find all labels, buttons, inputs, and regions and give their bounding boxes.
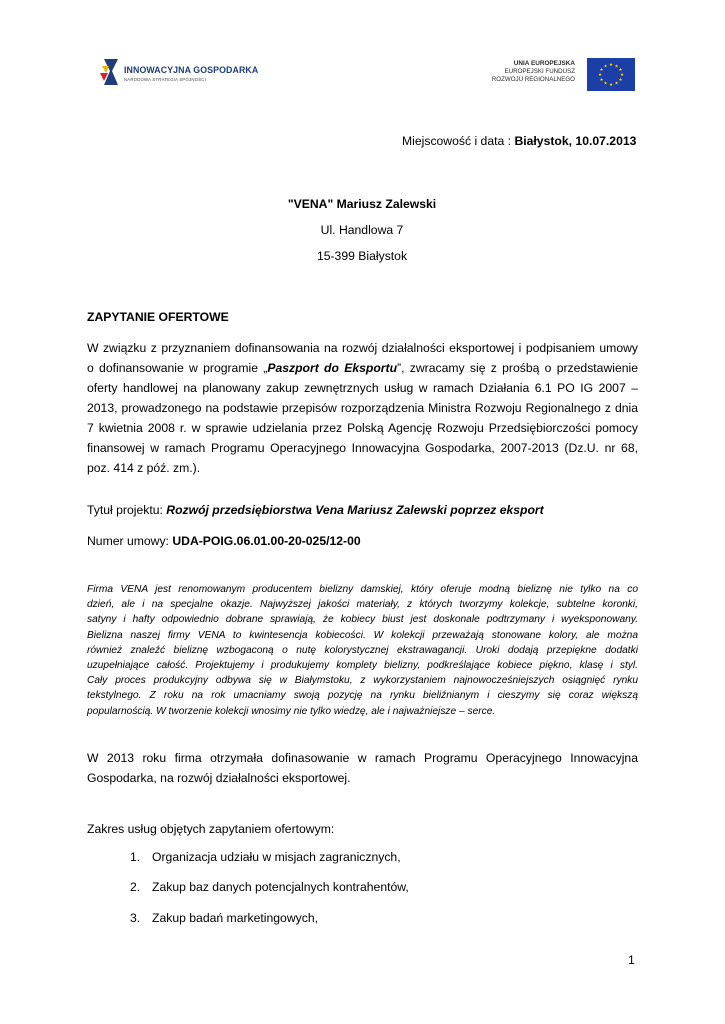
svg-text:★: ★ (603, 64, 608, 70)
eu-logo-line3: ROZWOJU REGIONALNEGO (491, 76, 575, 83)
eu-fund-logo (470, 55, 635, 95)
intro-line: 2013, prowadzonego na podstawie przepisów rozporządzenia Ministra Rozwoju Regionalnego z dnia (87, 401, 638, 415)
intro-line: finansowej w ramach Programu Operacyjnego Innowacyjna Gospodarka, 2007-2013 (Dz.U. nr 68, (87, 441, 638, 455)
contract-number (87, 531, 361, 551)
svg-text:★: ★ (599, 68, 604, 73)
list-item: 2. Zakup baz danych potencjalnych kontrahentów, (130, 880, 409, 894)
description-line: tekstylnego. Z roku na rok umacniamy swoją pozycję na rynku bieliźnianym i cieszymy się coraz większą (87, 690, 638, 702)
contract-label: Numer umowy: (87, 534, 169, 548)
description-line: dzień, ale i na specjalne okazje. Najwyższej jakości materiały, z których tworzymy kolekcje, subtelne koronki, (87, 599, 638, 611)
description-line: uzupełniające całość. Projektujemy i produkujemy komplety bielizny, podkreślające kobiece piękno, klasę i styl. (87, 660, 638, 672)
svg-text:★: ★ (597, 73, 603, 78)
description-line: Bielizna naszej firmy VENA to kwintesencja kobiecości. W kolekcji przeważają stonowane kolory, ale można (87, 629, 638, 641)
svg-text:★: ★ (599, 78, 604, 83)
list-item: 3. Zakup badań marketingowych, (130, 911, 318, 925)
project-title (87, 500, 544, 520)
eu-logo-line1: UNIA EUROPEJSKA (513, 60, 575, 67)
addressee-city: 15-399 Białystok (316, 249, 408, 263)
svg-text:★: ★ (618, 78, 623, 83)
funding-line: W 2013 roku firma otrzymała dofinasowanie w ramach Programu Operacyjnego Innowacyjna (87, 751, 638, 765)
svg-text:★: ★ (614, 81, 619, 87)
description-line: Firma VENA jest renomowanym producentem bielizny damskiej, który oferuje modną bieliznę nie tylko na co (87, 584, 638, 595)
funding-note (87, 748, 638, 788)
intro-paragraph (87, 338, 638, 478)
place-date-value: Białystok, 10.07.2013 (514, 134, 637, 148)
description-line: również znaleźć bieliznę wzbogaconą o nutę kolorystycznej ekstrawagancji. Uroki dodają przepiękne dodatki (87, 644, 638, 656)
eu-logo-line2: EUROPEJSKI FUNDUSZ (504, 68, 575, 75)
description-line: popularnością. W tworzenie kolekcji wnosimy nie tylko wiedzę, ale i najważniejsze – serce. (87, 705, 496, 717)
description-line: satyny i hafty odpowiednio dobrane sprawiają, że kobiecy biust jest doskonale podtrzymany i wyeksponowany. (87, 614, 638, 626)
svg-text:★: ★ (618, 68, 623, 73)
svg-text:★: ★ (608, 83, 614, 88)
intro-line (87, 358, 638, 378)
intro-line: oferty handlowej na planowany zakup zewnętrznych usług w ramach Działania 6.1 PO IG 2007 – (87, 381, 638, 395)
project-value: Rozwój przedsiębiorstwa Vena Mariusz Zalewski poprzez eksport (166, 503, 544, 517)
place-date-label: Miejscowość i data : (402, 134, 512, 148)
svg-text:★: ★ (619, 73, 625, 78)
eu-logo-text (492, 60, 575, 84)
company-description (87, 582, 638, 719)
eu-flag-icon (587, 58, 635, 91)
ig-logo-tagline: NARODOWA STRATEGIA SPÓJNOŚCI (124, 77, 206, 82)
intro-line2-after: ”, zwracamy się z prośbą o przedstawienie (397, 361, 639, 375)
contract-value: UDA-POIG.06.01.00-20-025/12-00 (172, 534, 361, 548)
place-date (402, 131, 636, 151)
svg-text:★: ★ (614, 64, 619, 70)
scope-label: Zakres usług objętych zapytaniem ofertowym: (87, 822, 335, 836)
ig-logo-icon (100, 57, 120, 87)
project-label: Tytuł projektu: (87, 503, 163, 517)
intro-line: W związku z przyznaniem dofinansowania na rozwój działalności eksportowej i podpisaniem umowy (87, 341, 638, 355)
innowacyjna-gospodarka-logo (100, 55, 290, 95)
document-heading: ZAPYTANIE OFERTOWE (87, 310, 229, 324)
addressee-street: Ul. Handlowa 7 (320, 223, 404, 237)
page-number: 1 (628, 953, 635, 967)
intro-line2-before: o dofinansowanie w programie „ (87, 361, 268, 375)
description-line: Cały proces produkcyjny odbywa się w Białymstoku, z wykorzystaniem najnowocześniejszych osiągnięć rynku (87, 675, 638, 687)
program-name: Paszport do Eksportu (267, 361, 398, 375)
intro-line: poz. 414 z póź. zm.). (87, 461, 201, 475)
svg-text:★: ★ (603, 81, 608, 87)
funding-line: Gospodarka, na rozwój działalności eksportowej. (87, 771, 351, 785)
addressee-company: "VENA" Mariusz Zalewski (287, 197, 437, 211)
svg-text:★: ★ (608, 63, 614, 68)
list-item: 1. Organizacja udziału w misjach zagranicznych, (130, 850, 401, 864)
ig-logo-name: INNOWACYJNA GOSPODARKA (124, 65, 259, 75)
intro-line: 7 kwietnia 2008 r. w sprawie udzielania przez Polską Agencję Rozwoju Przedsiębiorczości pomocy (87, 421, 638, 435)
